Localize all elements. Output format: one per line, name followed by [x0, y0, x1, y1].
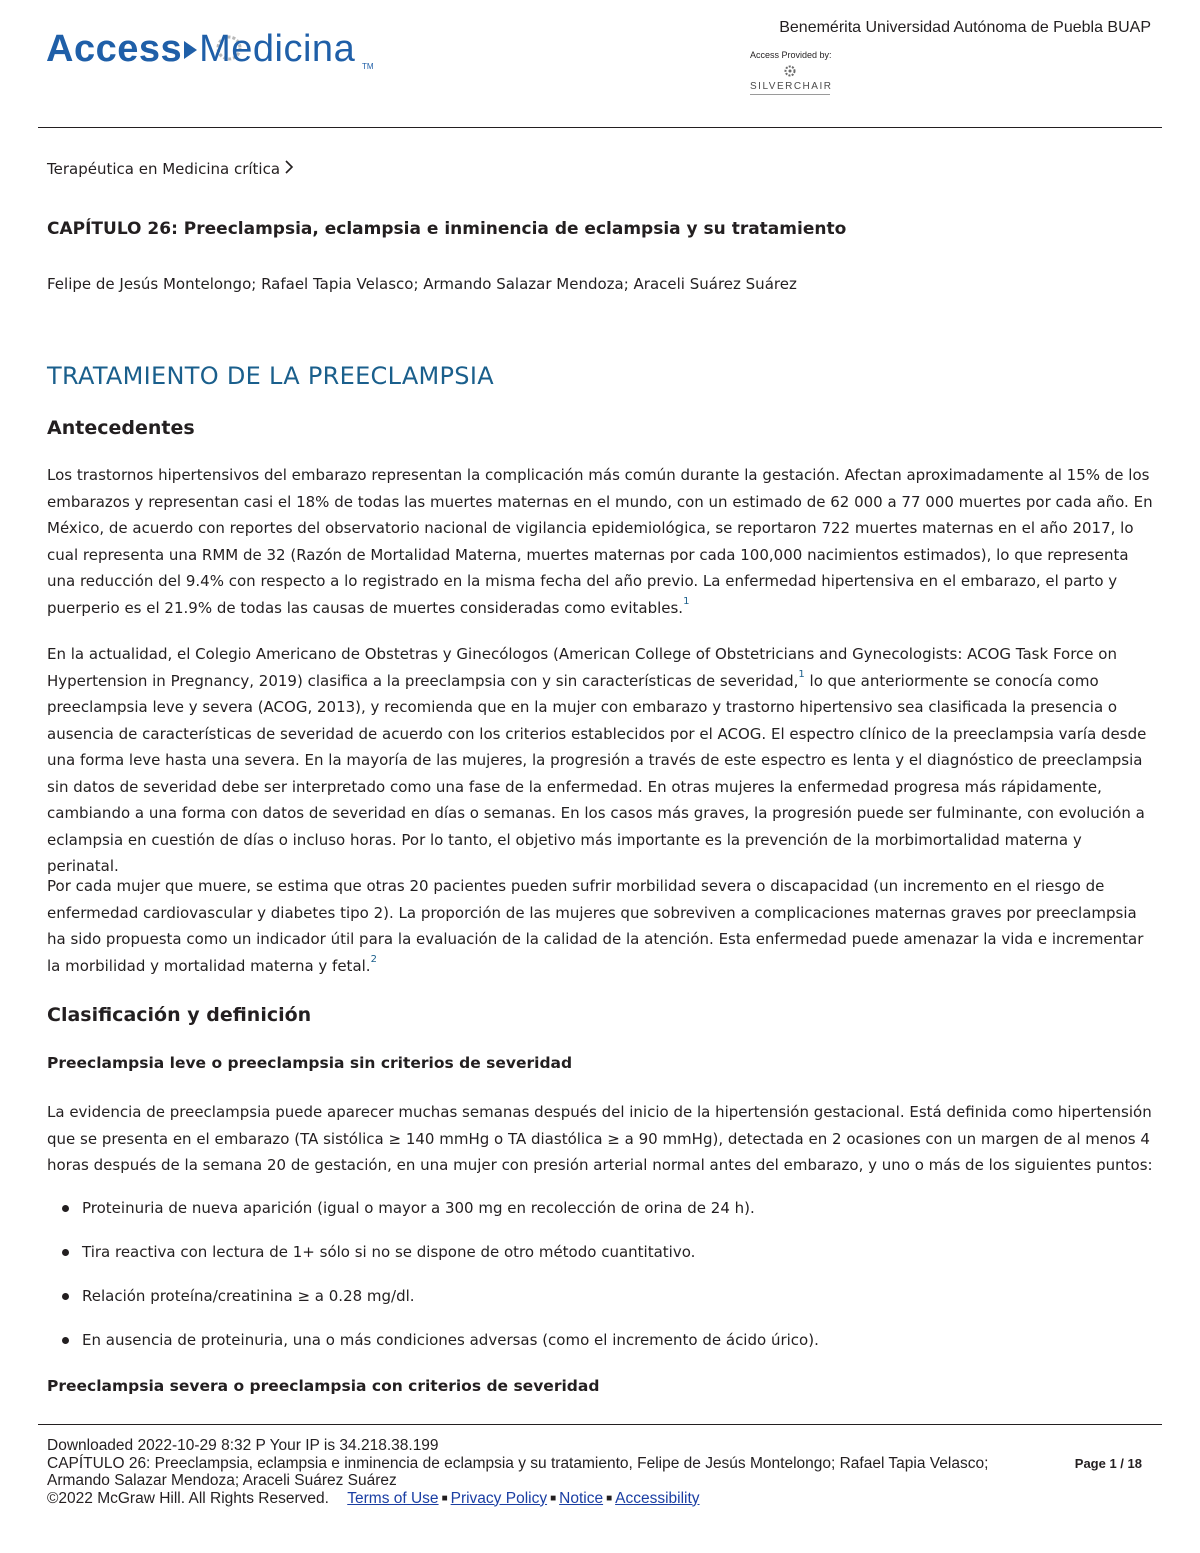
silverchair-logo: [750, 63, 840, 99]
chapter-title: CAPÍTULO 26: Preeclampsia, eclampsia e inminencia de eclampsia y su tratamiento: [47, 219, 847, 239]
separator: ■: [441, 1492, 448, 1504]
list-item-text: En ausencia de proteinuria, una o más condiciones adversas (como el incremento de ácido úrico).: [82, 1331, 819, 1349]
heading-antecedentes: Antecedentes: [47, 417, 195, 439]
breadcrumb-label[interactable]: Terapéutica en Medicina crítica: [47, 160, 281, 178]
section-title: TRATAMIENTO DE LA PREECLAMPSIA: [47, 362, 494, 390]
subheading-preeclampsia-leve: Preeclampsia leve o preeclampsia sin criterios de severidad: [47, 1054, 573, 1072]
list-item-text: Proteinuria de nueva aparición (igual o mayor a 300 mg en recolección de orina de 24 h).: [82, 1199, 755, 1217]
breadcrumb[interactable]: [47, 159, 294, 179]
chevron-right-icon: [284, 159, 294, 179]
provider-name: SILVERCHAIR: [750, 81, 833, 92]
paragraph-2-text-b: lo que anteriormente se conocía como preeclampsia leve y severa (ACOG, 2013), y recomienda que en la mujer con embarazo y trastorno hipertensivo sea clasificada la presencia o ausencia de características de severidad de acuerdo con los criterios establecidos por el ACOG. El espectro clínico de la preeclampsia varía desde una forma leve hasta una severa. En la mayoría de las mujeres, la progresión a través de este espectro es lenta y el diagnóstico de preeclampsia sin datos de severidad debe ser interpretado como una fase de la enfermedad. En otras mujeres la enfermedad progresa más rápidamente, cambiando a una forma con datos de severidad en días o semanas. En los casos más graves, la progresión puede ser fulminante, con evolución a eclampsia en cuestión de días o incluso horas. Por lo tanto, el objetivo más importante es la prevención de la morbimortalidad materna y perinatal.: [47, 671, 1147, 875]
bullet-icon: [62, 1249, 69, 1256]
accessmedicina-logo[interactable]: [46, 18, 386, 78]
list-item-text: Relación proteína/creatinina ≥ a 0.28 mg/dl.: [82, 1287, 415, 1305]
list-item: [62, 1285, 1142, 1329]
paragraph-1-text: Los trastornos hipertensivos del embarazo representan la complicación más común durante la gestación. Afectan aproximadamente al 15% de los embarazos y representan casi el 18% de todas las muertes maternas en el mundo, con un estimado de 62 000 a 77 000 muertes por cada año. En México, de acuerdo con reportes del observatorio nacional de vigilancia epidemiológica, se reportaron 722 muertes maternas en el año 2017, lo cual representa una RMM de 32 (Razón de Mortalidad Materna, muertes maternas por cada 100,000 nacimientos estimados), lo que representa una reducción del 9.4% con respecto a lo registrado en la misma fecha del año previo. La enfermedad hipertensiva en el embarazo, el parto y puerperio es el 21.9% de todas las causas de muertes consideradas como evitables.: [47, 466, 1153, 617]
bullet-icon: [62, 1205, 69, 1212]
gear-icon: [783, 64, 797, 78]
list-item-text: Tira reactiva con lectura de 1+ sólo si no se dispone de otro método cuantitativo.: [82, 1243, 696, 1261]
institution-name: Benemérita Universidad Autónoma de Puebla BUAP: [779, 19, 1151, 36]
reference-link[interactable]: 2: [370, 953, 377, 965]
trademark: TM: [362, 62, 374, 71]
list-item: [62, 1329, 1142, 1373]
page-footer: [47, 1437, 1157, 1507]
reference-link[interactable]: 1: [683, 595, 690, 607]
logo-text-light: Medicina: [199, 28, 356, 70]
copyright: ©2022 McGraw Hill. All Rights Reserved.: [47, 1489, 329, 1507]
paragraph-1: [47, 462, 1155, 621]
privacy-policy-link[interactable]: Privacy Policy: [450, 1489, 548, 1507]
page-number: Page 1 / 18: [1074, 1456, 1142, 1471]
play-arrow-icon: [184, 41, 197, 59]
separator: ■: [606, 1492, 613, 1504]
heading-clasificacion: Clasificación y definición: [47, 1004, 312, 1026]
accessibility-link[interactable]: Accessibility: [615, 1489, 700, 1507]
separator: ■: [550, 1492, 557, 1504]
paragraph-4: La evidencia de preeclampsia puede aparecer muchas semanas después del inicio de la hipertensión gestacional. Está definida como hipertensión que se presenta en el embarazo (TA sistólica ≥ 140 mmHg o TA diastólica ≥ a 90 mmHg), detectada en 2 ocasiones con un margen de al menos 4 horas después de la semana 20 de gestación, en una mujer con presión arterial normal antes del embarazo, y uno o más de los siguientes puntos:: [47, 1103, 1153, 1174]
logo-text-bold: Access: [46, 28, 183, 70]
provider-underline: [750, 94, 830, 95]
paragraph-2: [47, 641, 1155, 880]
criteria-list: [62, 1197, 1142, 1373]
list-item: [62, 1197, 1142, 1241]
citation-line-1: CAPÍTULO 26: Preeclampsia, eclampsia e inminencia de eclampsia y su tratamiento, Felipe de Jesús Montelongo; Rafael Tapia Velasco;: [47, 1454, 989, 1472]
paragraph-3: [47, 873, 1155, 979]
copyright-line: [47, 1490, 1157, 1508]
notice-link[interactable]: Notice: [559, 1489, 604, 1507]
authors: Felipe de Jesús Montelongo; Rafael Tapia Velasco; Armando Salazar Mendoza; Araceli Suárez Suárez: [47, 275, 797, 293]
paragraph-3-text: Por cada mujer que muere, se estima que otras 20 pacientes pueden sufrir morbilidad severa o discapacidad (un incremento en el riesgo de enfermedad cardiovascular y diabetes tipo 2). La proporción de las mujeres que sobreviven a complicaciones maternas graves por preeclampsia ha sido propuesta como un indicador útil para la evaluación de la calidad de la atención. Esta enfermedad puede amenazar la vida e incrementar la morbilidad y mortalidad materna y fetal.: [47, 877, 1144, 975]
download-info: Downloaded 2022-10-29 8:32 P Your IP is 34.218.38.199: [47, 1437, 439, 1454]
header-divider: [38, 127, 1162, 128]
terms-of-use-link[interactable]: Terms of Use: [347, 1489, 439, 1507]
bullet-icon: [62, 1293, 69, 1300]
reference-link[interactable]: 1: [798, 668, 805, 680]
list-item: [62, 1241, 1142, 1285]
subheading-preeclampsia-severa: Preeclampsia severa o preeclampsia con criterios de severidad: [47, 1377, 600, 1395]
paragraph-2-text-a: En la actualidad, el Colegio Americano de Obstetras y Ginecólogos (American College of Obstetricians and Gynecologists: ACOG Task Force on Hypertension in Pregnancy, 2019) clasifica a la preeclampsia con y sin características de severidad,: [47, 645, 1117, 690]
footer-divider: [38, 1424, 1162, 1425]
citation-line-2: Armando Salazar Mendoza; Araceli Suárez Suárez: [47, 1472, 397, 1489]
access-provided-by: Access Provided by:: [750, 50, 832, 60]
bullet-icon: [62, 1337, 69, 1344]
